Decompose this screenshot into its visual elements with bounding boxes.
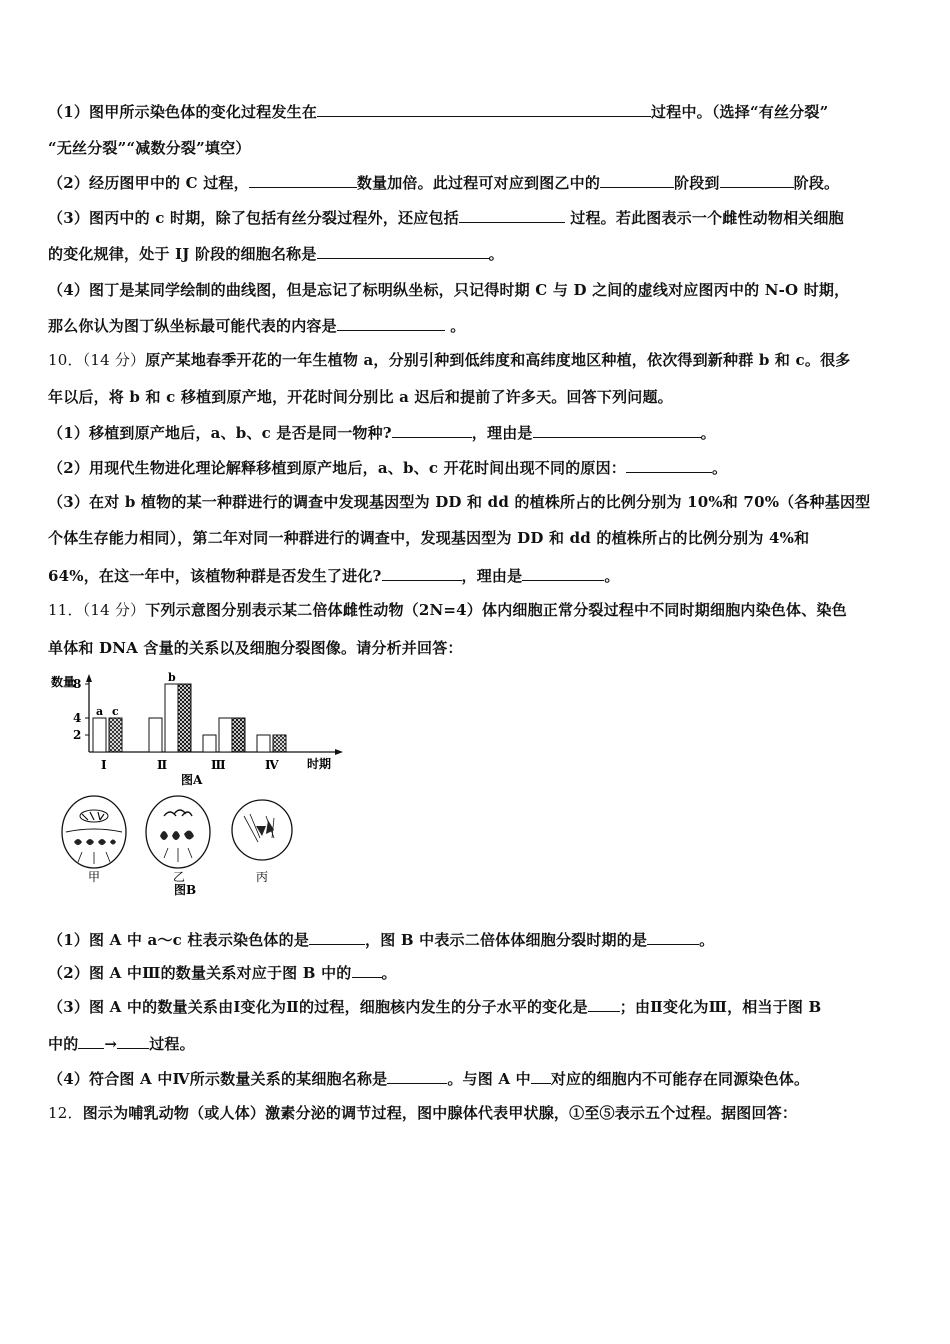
q11-p3-arrow: → (104, 1035, 118, 1053)
q9-p4-text: （4）图丁是某同学绘制的曲线图，但是忘记了标明纵坐标，只记得时期 C 与 D 之间的虚线对应图丙中的 N-O 时期， (48, 281, 850, 299)
q11-p2-text-b: 。 (381, 964, 397, 982)
q9-p2-blank-3[interactable] (720, 173, 794, 188)
q11-p3-blank-3[interactable] (117, 1034, 149, 1049)
cell-yi-chromosomes (160, 830, 194, 840)
q11-p2-text: （2）图 A 中Ⅲ的数量关系对应于图 B 中的 (48, 964, 352, 982)
q10-p3-text-b: 个体生存能力相同），第二年对同一种群进行的调查中，发现基因型为 DD 和 dd 的植株所占的比例分别为 4%和 (48, 529, 810, 547)
q9-p1-text-c: “无丝分裂”“减数分裂”填空） (48, 139, 251, 157)
q11-part3-line2 (48, 1034, 908, 1054)
bar-c-3 (232, 718, 245, 752)
q12-heading (48, 1103, 908, 1123)
bar-a-2 (149, 718, 162, 752)
figure-b (60, 786, 320, 896)
q10-p3-blank-2[interactable] (522, 566, 604, 581)
q9-part3-line1 (48, 208, 908, 228)
q10-p1-text: （1）移植到原产地后，a、b、c 是否是同一物种? (48, 424, 392, 442)
q12-number: 12． (48, 1104, 83, 1122)
cell-yi-spindle-bottom (164, 848, 192, 862)
q10-p2-text: （2）用现代生物进化理论解释移植到原产地后，a、b、c 开花时间出现不同的原因： (48, 459, 627, 477)
q10-p2-blank[interactable] (626, 458, 712, 473)
bar-a-3 (203, 735, 216, 752)
q9-p2-text-b: 数量加倍。此过程可对应到图乙中的 (356, 174, 601, 192)
q11-part2 (48, 963, 908, 983)
q11-p1-text: （1）图 A 中 a～c 柱表示染色体的是 (48, 931, 310, 949)
q10-part3-line1 (48, 492, 908, 512)
q11-heading-line1 (48, 600, 908, 620)
cell-bing-label: 丙 (256, 870, 269, 884)
x-axis-label: 时期 (307, 757, 332, 771)
cell-jia-label: 甲 (88, 870, 101, 884)
q10-p1-text-c: 。 (700, 424, 716, 442)
q9-part1-line1 (48, 102, 908, 122)
q9-p4-text-c: 。 (450, 317, 466, 335)
q10-p3-text: （3）在对 b 植物的某一种群进行的调查中发现基因型为 DD 和 dd 的植株所占的比例分别为 10%和 70%（各种基因型 (48, 493, 871, 511)
q10-p1-blank-1[interactable] (392, 423, 472, 438)
y-tick-label-8: 8 (73, 677, 82, 691)
q11-part1 (48, 930, 908, 950)
q12-stem: 图示为哺乳动物（或人体）激素分泌的调节过程，图中腺体代表甲状腺，①至⑤表示五个过程。据图回答： (82, 1104, 798, 1122)
q11-part3-line1 (48, 997, 908, 1017)
q9-p4-text-b: 那么你认为图丁纵坐标最可能代表的内容是 (48, 317, 337, 335)
series-label-b: b (168, 672, 176, 684)
q11-p3-text-e: 过程。 (149, 1035, 195, 1053)
q11-p3-text: （3）图 A 中的数量关系由Ⅰ变化为Ⅱ的过程，细胞核内发生的分子水平的变化是 (48, 998, 588, 1016)
q10-p3-text-e: 。 (604, 567, 620, 585)
bar-a-4 (257, 735, 270, 752)
q11-p4-text: （4）符合图 A 中Ⅳ所示数量关系的某细胞名称是 (48, 1070, 388, 1088)
q11-p4-text-b: 。与图 A 中 (447, 1070, 531, 1088)
q9-p2-text: （2）经历图甲中的 C 过程， (48, 174, 249, 192)
q11-stem-b: 单体和 DNA 含量的关系以及细胞分裂图像。请分析并回答： (48, 639, 463, 657)
bar-c-4 (273, 735, 286, 752)
cell-jia (62, 796, 126, 884)
q10-part3-line2 (48, 528, 908, 548)
q11-p3-text-c: 中的 (48, 1035, 79, 1053)
q11-stem-a: 下列示意图分别表示某二倍体雌性动物（2N=4）体内细胞正常分裂过程中不同时期细胞内染色体、染色 (145, 601, 847, 619)
figure-a-chart (45, 672, 355, 788)
q9-p3-text-b: 过程。若此图表示一个雌性动物相关细胞 (570, 209, 844, 227)
y-tick-label-2: 2 (73, 728, 82, 742)
bar-b-2 (165, 684, 178, 752)
q11-p1-text-c: 。 (699, 931, 715, 949)
y-axis-label: 数量 (51, 675, 76, 689)
q9-p1-text-b: 过程中。（选择“有丝分裂” (651, 103, 829, 121)
q9-part2 (48, 173, 908, 193)
q10-number: 10．（14 分） (48, 351, 146, 369)
q9-p1-text: （1）图甲所示染色体的变化过程发生在 (48, 103, 318, 121)
x-tick-label-1: Ⅰ (101, 758, 107, 772)
x-axis-arrow (335, 749, 343, 755)
cell-yi (146, 796, 210, 884)
q10-stem-b: 年以后，将 b 和 c 移植到原产地，开花时间分别比 a 迟后和提前了许多天。回答下列问题。 (48, 388, 673, 406)
q11-heading-line2 (48, 638, 908, 658)
figure-a-marks (73, 672, 286, 772)
bar-c-2 (178, 684, 191, 752)
q11-p4-blank-1[interactable] (387, 1069, 447, 1084)
bar-b-3 (219, 718, 232, 752)
q11-p3-blank-2[interactable] (78, 1034, 104, 1049)
q10-part1 (48, 423, 908, 443)
q11-part4 (48, 1069, 908, 1089)
bar-c-1 (109, 718, 122, 752)
q10-heading-line1 (48, 350, 908, 370)
q9-part4-line2 (48, 316, 908, 336)
y-tick-label-4: 4 (73, 711, 82, 725)
q9-p2-text-c: 阶段到 (674, 174, 720, 192)
cell-jia-furrow (66, 829, 122, 832)
q9-p3-text-c: 的变化规律，处于 IJ 阶段的细胞名称是 (48, 245, 317, 263)
q10-p1-blank-2[interactable] (533, 423, 701, 438)
cell-jia-chromosomes-bottom (74, 839, 116, 845)
q10-p3-text-d: ，理由是 (461, 567, 523, 585)
q11-p3-text-b: ；由Ⅱ变化为Ⅲ，相当于图 B (619, 998, 822, 1016)
series-label-c: c (112, 705, 119, 718)
q10-heading-line2 (48, 387, 908, 407)
cell-jia-spindle-bottom (78, 852, 110, 864)
cell-yi-label: 乙 (173, 870, 186, 884)
q9-part3-line2 (48, 244, 908, 264)
q10-p3-text-c: 64%，在这一年中，该植物种群是否发生了进化? (48, 567, 382, 585)
cell-bing-chromosomes (256, 820, 274, 836)
q10-part3-line3 (48, 566, 908, 586)
q10-p2-text-b: 。 (712, 459, 728, 477)
q9-part1-line2 (48, 138, 908, 158)
cell-yi-spindle-top (164, 810, 192, 816)
q11-p1-text-b: ，图 B 中表示二倍体体细胞分裂时期的是 (365, 931, 648, 949)
q10-p1-text-b: ，理由是 (471, 424, 533, 442)
q11-p4-text-c: 对应的细胞内不可能存在同源染色体。 (550, 1070, 810, 1088)
q11-number: 11．（14 分） (48, 601, 146, 619)
x-tick-label-3: Ⅲ (211, 758, 226, 772)
y-axis-arrow (86, 674, 92, 682)
q10-stem-a: 原产某地春季开花的一年生植物 a，分别引种到低纬度和高纬度地区种植，依次得到新种群 b 和 c。很多 (145, 351, 851, 369)
q10-p3-blank-1[interactable] (382, 566, 462, 581)
q9-p2-blank-2[interactable] (600, 173, 674, 188)
q9-p4-blank[interactable] (337, 316, 445, 331)
q10-part2 (48, 458, 908, 478)
x-tick-label-4: Ⅳ (265, 758, 279, 772)
figure-b-title: 图B (174, 883, 197, 896)
q9-p3-blank-1[interactable] (459, 208, 565, 223)
q11-p1-blank-1[interactable] (309, 930, 365, 945)
q9-p1-blank[interactable] (317, 102, 651, 117)
q11-p3-blank-1[interactable] (588, 997, 620, 1012)
q9-p3-text-d: 。 (488, 245, 504, 263)
q11-p4-blank-2[interactable] (531, 1069, 551, 1084)
q9-p3-text: （3）图丙中的 c 时期，除了包括有丝分裂过程外，还应包括 (48, 209, 459, 227)
q11-p1-blank-2[interactable] (647, 930, 699, 945)
x-tick-label-2: Ⅱ (157, 758, 168, 772)
cell-bing (232, 800, 292, 884)
q9-p3-blank-2[interactable] (317, 244, 489, 259)
q9-p2-blank-1[interactable] (249, 173, 357, 188)
series-label-a: a (96, 705, 104, 718)
bar-a-1 (93, 718, 106, 752)
q9-p2-text-d: 阶段。 (793, 174, 840, 192)
q11-p2-blank[interactable] (352, 963, 382, 978)
figure-a-title: 图A (181, 773, 203, 787)
q9-part4-line1 (48, 280, 908, 300)
